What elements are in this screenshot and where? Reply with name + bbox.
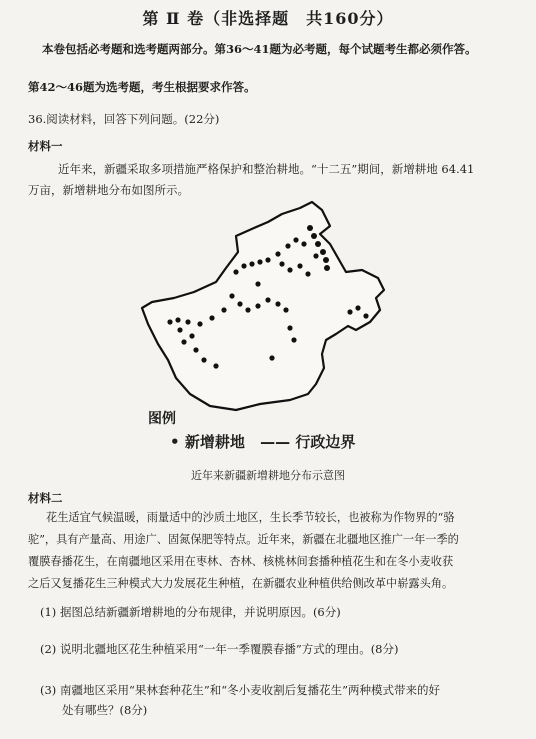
legend-title: 图例: [148, 411, 176, 427]
farmland-dot: [255, 303, 260, 308]
farmland-dot: [193, 347, 198, 352]
farmland-dot: [279, 261, 284, 266]
farmland-dot: [269, 355, 274, 360]
farmland-dot: [285, 243, 290, 248]
material-2-heading: 材料二: [28, 491, 63, 505]
section-title: 第 Ⅱ 卷（非选择题 共160分）: [142, 9, 394, 28]
sub-question-2: (2) 说明北疆地区花生种植采用“一年一季覆膜春播”方式的理由。(8分): [40, 642, 399, 656]
legend-farmland-label: 新增耕地: [184, 433, 245, 451]
farmland-dot: [315, 241, 321, 247]
farmland-dot: [257, 259, 262, 264]
farmland-dot: [291, 337, 296, 342]
farmland-dot: [221, 307, 226, 312]
question-36-stem: 36.阅读材料，回答下列问题。(22分): [28, 112, 220, 126]
farmland-dot: [301, 241, 306, 246]
material-2-text-line-2: 驼”，具有产量高、用途广、固氮保肥等特点。近年来，新疆在北疆地区推广一年一季的: [28, 533, 459, 546]
farmland-dot: [313, 253, 318, 258]
farmland-dot: [355, 305, 360, 310]
farmland-dot: [305, 271, 310, 276]
farmland-dot: [189, 333, 194, 338]
farmland-dot: [287, 325, 292, 330]
sub-question-3-continued: 处有哪些？(8分): [62, 703, 148, 717]
xinjiang-map: [140, 200, 400, 415]
farmland-dot: [185, 319, 190, 324]
farmland-dot: [197, 321, 202, 326]
farmland-dot: [175, 317, 180, 322]
farmland-dot: [287, 267, 292, 272]
farmland-dot: [229, 293, 234, 298]
farmland-dot: [245, 307, 250, 312]
farmland-dot: [209, 315, 214, 320]
sub-question-3: (3) 南疆地区采用“果林套种花生”和“冬小麦收割后复播花生”两种模式带来的好: [40, 683, 440, 697]
farmland-dot: [233, 269, 238, 274]
farmland-dot: [293, 237, 298, 242]
farmland-dot: [324, 265, 330, 271]
farmland-dot: [249, 261, 254, 266]
farmland-dot: [177, 327, 182, 332]
legend-boundary-label: 行政边界: [295, 433, 356, 451]
material-1-heading: 材料一: [28, 139, 63, 153]
farmland-dot: [275, 251, 280, 256]
farmland-dot: [283, 307, 288, 312]
material-1-text-line-1: 近年来，新疆采取多项措施严格保护和整治耕地。“十二五”期间，新增耕地 64.41: [58, 162, 475, 176]
farmland-dot: [241, 263, 246, 268]
farmland-dot: [265, 257, 270, 262]
farmland-dot: [167, 319, 172, 324]
farmland-dot: [265, 297, 270, 302]
farmland-dot: [363, 313, 368, 318]
map-caption: 近年来新疆新增耕地分布示意图: [191, 469, 345, 482]
intro-line-2: 第42～46题为选考题，考生根据要求作答。: [28, 80, 256, 94]
legend-line-symbol: ——: [260, 433, 291, 451]
material-2-text-line-3: 覆膜春播花生，在南疆地区采用在枣林、杏林、核桃林间套播种植花生和在冬小麦收获: [28, 555, 454, 568]
map-legend: [170, 431, 355, 452]
farmland-dot: [213, 363, 218, 368]
farmland-dot: [237, 301, 242, 306]
farmland-dot: [320, 249, 326, 255]
material-2-text-line-4: 之后又复播花生三种模式大力发展花生种植，在新疆农业种植供给侧改革中崭露头角。: [28, 577, 454, 590]
farmland-dot: [275, 301, 280, 306]
sub-question-1: (1) 据图总结新疆新增耕地的分布规律，并说明原因。(6分): [40, 605, 341, 619]
administrative-boundary: [142, 202, 384, 410]
farmland-dot: [255, 281, 260, 286]
legend-dot-symbol: •: [170, 433, 180, 451]
farmland-dot: [201, 357, 206, 362]
farmland-dot: [307, 225, 313, 231]
farmland-dot: [181, 339, 186, 344]
material-1-text-line-2: 万亩，新增耕地分布如图所示。: [28, 183, 189, 197]
farmland-dot: [323, 257, 329, 263]
farmland-dot: [297, 263, 302, 268]
intro-line-1: 本卷包括必考题和选考题两部分。第36～41题为必考题，每个试题考生都必须作答。: [42, 42, 477, 56]
farmland-dot: [347, 309, 352, 314]
farmland-dot: [311, 233, 317, 239]
material-2-text-line-1: 花生适宜气候温暖，雨量适中的沙质土地区，生长季节较长，也被称为作物界的“骆: [46, 511, 455, 524]
